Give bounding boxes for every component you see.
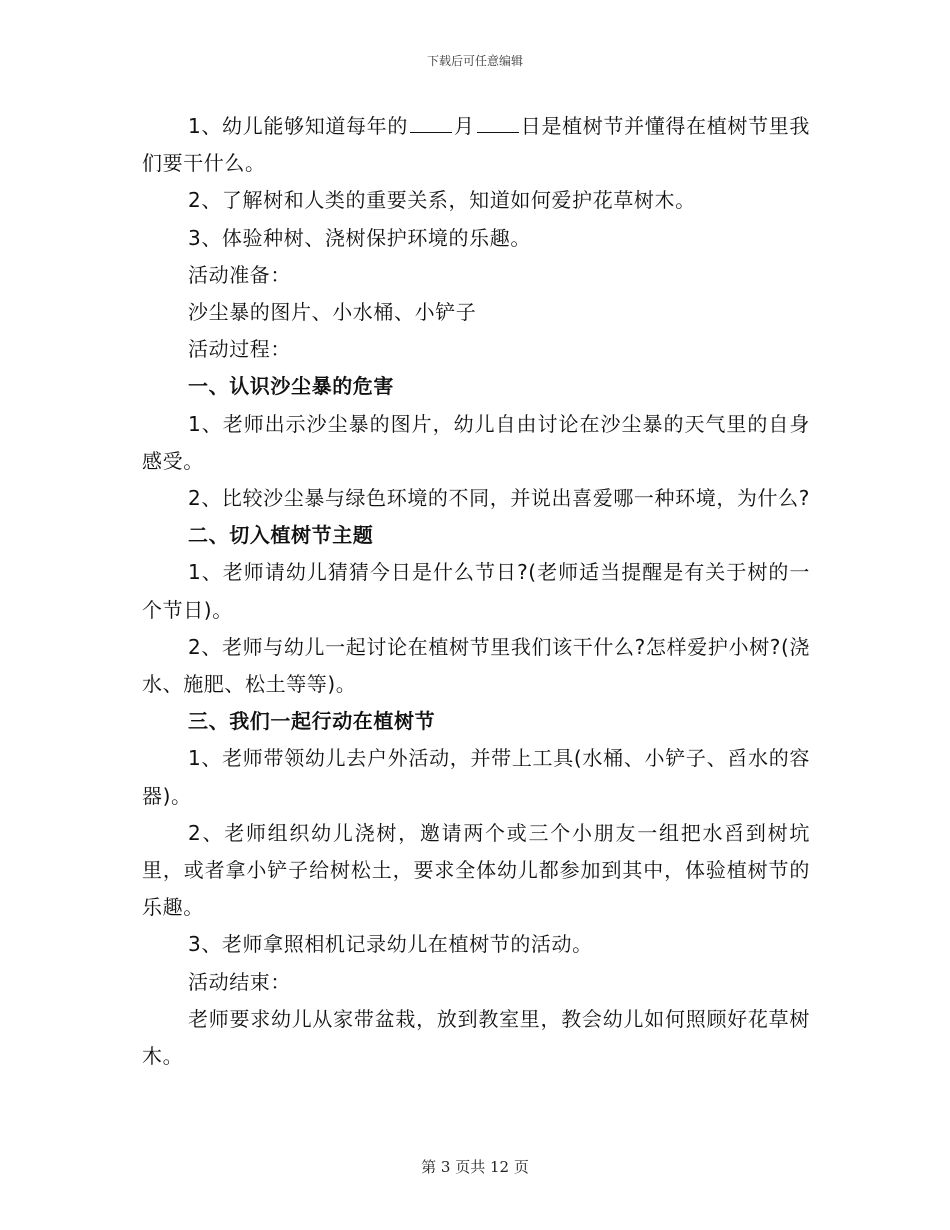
- header-note: 下载后可任意编辑: [426, 54, 523, 68]
- goal-item-1-prefix: 1、幼儿能够知道每年的: [188, 114, 408, 138]
- ending-text: 老师要求幼儿从家带盆栽，放到教室里，教会幼儿如何照顾好花草树木。: [142, 1006, 810, 1069]
- goal-item-3: 3、体验种树、浇树保护环境的乐趣。: [188, 225, 531, 250]
- blank-day: [477, 110, 519, 133]
- section-1-item-1: 1、老师出示沙尘暴的图片，幼儿自由讨论在沙尘暴的天气里的自身感受。: [142, 411, 810, 473]
- section-3-item-2: 2、老师组织幼儿浇树，邀请两个或三个小朋友一组把水舀到树坑里，或者拿小铲子给树松土，要求全体幼儿都参加到其中，体验植树节的乐趣。: [142, 820, 810, 920]
- page-number: 第 3 页共 12 页: [421, 1158, 529, 1176]
- goal-item-1-month: 月: [454, 114, 475, 138]
- section-1-item-2: 2、比较沙尘暴与绿色环境的不同，并说出喜爱哪一种环境，为什么?: [188, 486, 810, 511]
- document-body: [142, 108, 810, 1075]
- preparation-items: 沙尘暴的图片、小水桶、小铲子: [188, 300, 477, 325]
- section-2-heading: 二、切入植树节主题: [188, 523, 374, 548]
- goal-item-2: 2、了解树和人类的重要关系，知道如何爱护花草树木。: [188, 188, 696, 213]
- ending-label: 活动结束：: [188, 969, 291, 994]
- section-2-item-1: 1、老师请幼儿猜猜今日是什么节日?(老师适当提醒是有关于树的一个节日)。: [142, 560, 810, 622]
- section-3-heading: 三、我们一起行动在植树节: [188, 709, 436, 734]
- section-2-item-2: 2、老师与幼儿一起讨论在植树节里我们该干什么?怎样爱护小树?(浇水、施肥、松土等等)。: [142, 634, 810, 697]
- goal-item-1: [142, 108, 810, 182]
- section-3-item-3: 3、老师拿照相机记录幼儿在植树节的活动。: [188, 932, 593, 957]
- preparation-label: 活动准备：: [188, 262, 291, 287]
- goal-item-1-suffix: 日是植树节并懂得在植树节里我们要干什么。: [142, 114, 810, 176]
- section-3-item-1: 1、老师带领幼儿去户外活动，并带上工具(水桶、小铲子、舀水的容器)。: [142, 746, 810, 808]
- process-label: 活动过程：: [188, 337, 291, 362]
- section-1-heading: 一、认识沙尘暴的危害: [188, 374, 394, 399]
- blank-month: [410, 110, 452, 133]
